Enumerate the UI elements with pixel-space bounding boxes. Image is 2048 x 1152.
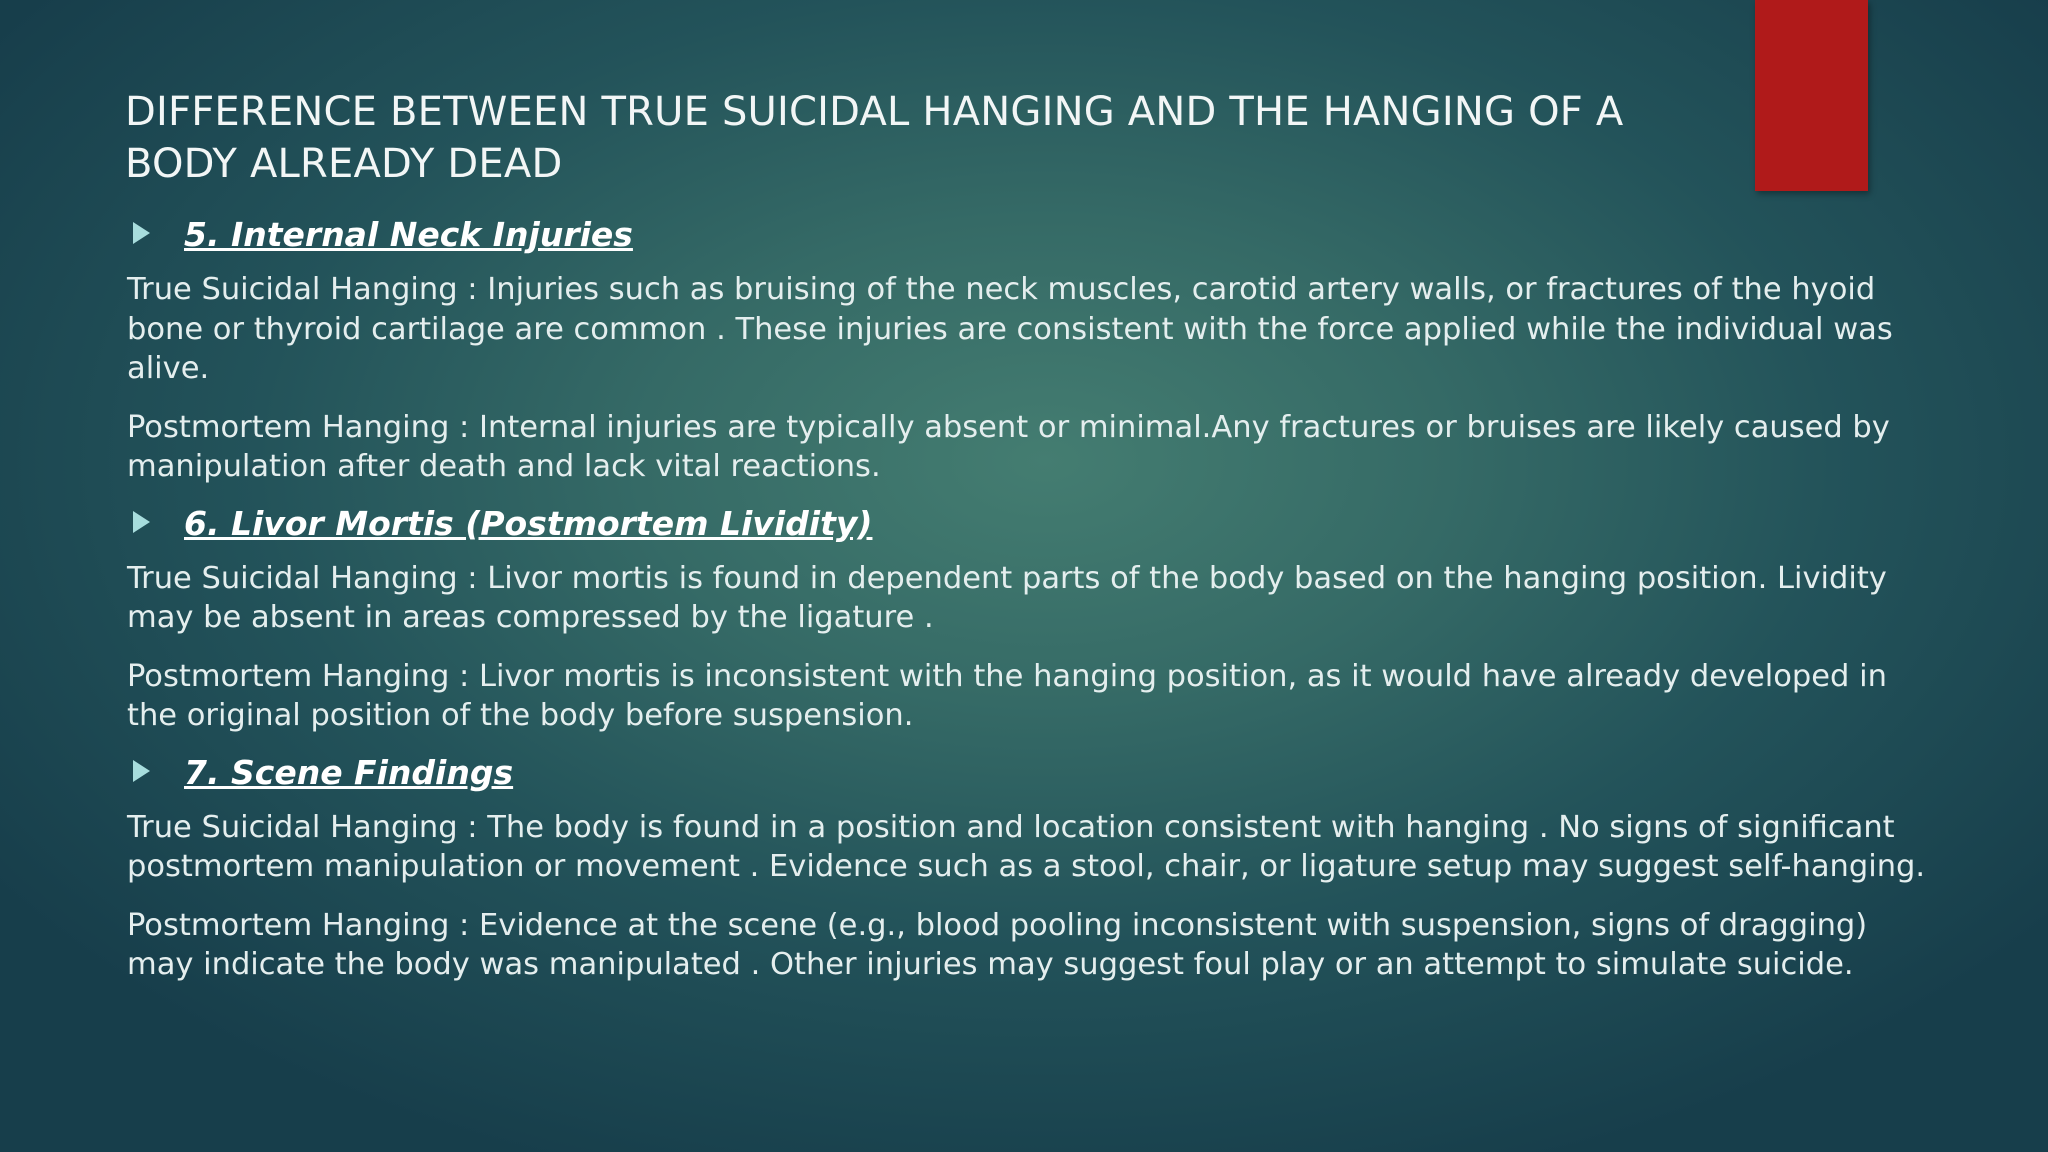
triangle-bullet-icon — [133, 760, 150, 782]
section-heading-livor-mortis — [127, 501, 1937, 547]
paragraph-postmortem-neck: Postmortem Hanging : Internal injuries are typically absent or minimal.Any fractures or bruises are likely caused by manipulation after death and lack vital reactions. — [127, 409, 1890, 484]
section-heading-text: 7. Scene Findings — [184, 752, 514, 792]
triangle-bullet-icon — [133, 511, 150, 533]
paragraph-true-suicidal-scene: True Suicidal Hanging : The body is found in a position and location consistent with hanging . No signs of significant postmortem manipulation or movement . Evidence such as a stool, chair, or ligature setup may suggest self-hanging. — [127, 809, 1926, 884]
red-accent-bar — [1755, 0, 1868, 191]
section-heading-text: 6. Livor Mortis (Postmortem Lividity) — [184, 503, 873, 543]
paragraph-postmortem-scene: Postmortem Hanging : Evidence at the scene (e.g., blood pooling inconsistent with suspension, signs of dragging) may indicate the body was manipulated . Other injuries may suggest foul play or an attempt to simulate suicide. — [127, 907, 1868, 982]
triangle-bullet-icon — [133, 222, 150, 244]
section-heading-scene-findings — [127, 750, 1937, 796]
paragraph-postmortem-livor: Postmortem Hanging : Livor mortis is inconsistent with the hanging position, as it would have already developed in the original position of the body before suspension. — [127, 658, 1887, 733]
paragraph-true-suicidal-livor: True Suicidal Hanging : Livor mortis is found in dependent parts of the body based on the hanging position. Lividity may be absent in areas compressed by the ligature . — [127, 560, 1887, 635]
section-heading-text: 5. Internal Neck Injuries — [184, 215, 633, 254]
paragraph-true-suicidal-neck: True Suicidal Hanging : Injuries such as bruising of the neck muscles, carotid artery walls, or fractures of the hyoid bone or thyroid cartilage are common . These injuries are consistent with the force applied while the individual was alive. — [127, 272, 1893, 386]
slide-title: DIFFERENCE BETWEEN TRUE SUICIDAL HANGING AND THE HANGING OF A BODY ALREADY DEAD — [125, 89, 1624, 187]
slide-content — [127, 212, 1937, 999]
section-heading-internal-neck-injuries — [127, 212, 1937, 258]
